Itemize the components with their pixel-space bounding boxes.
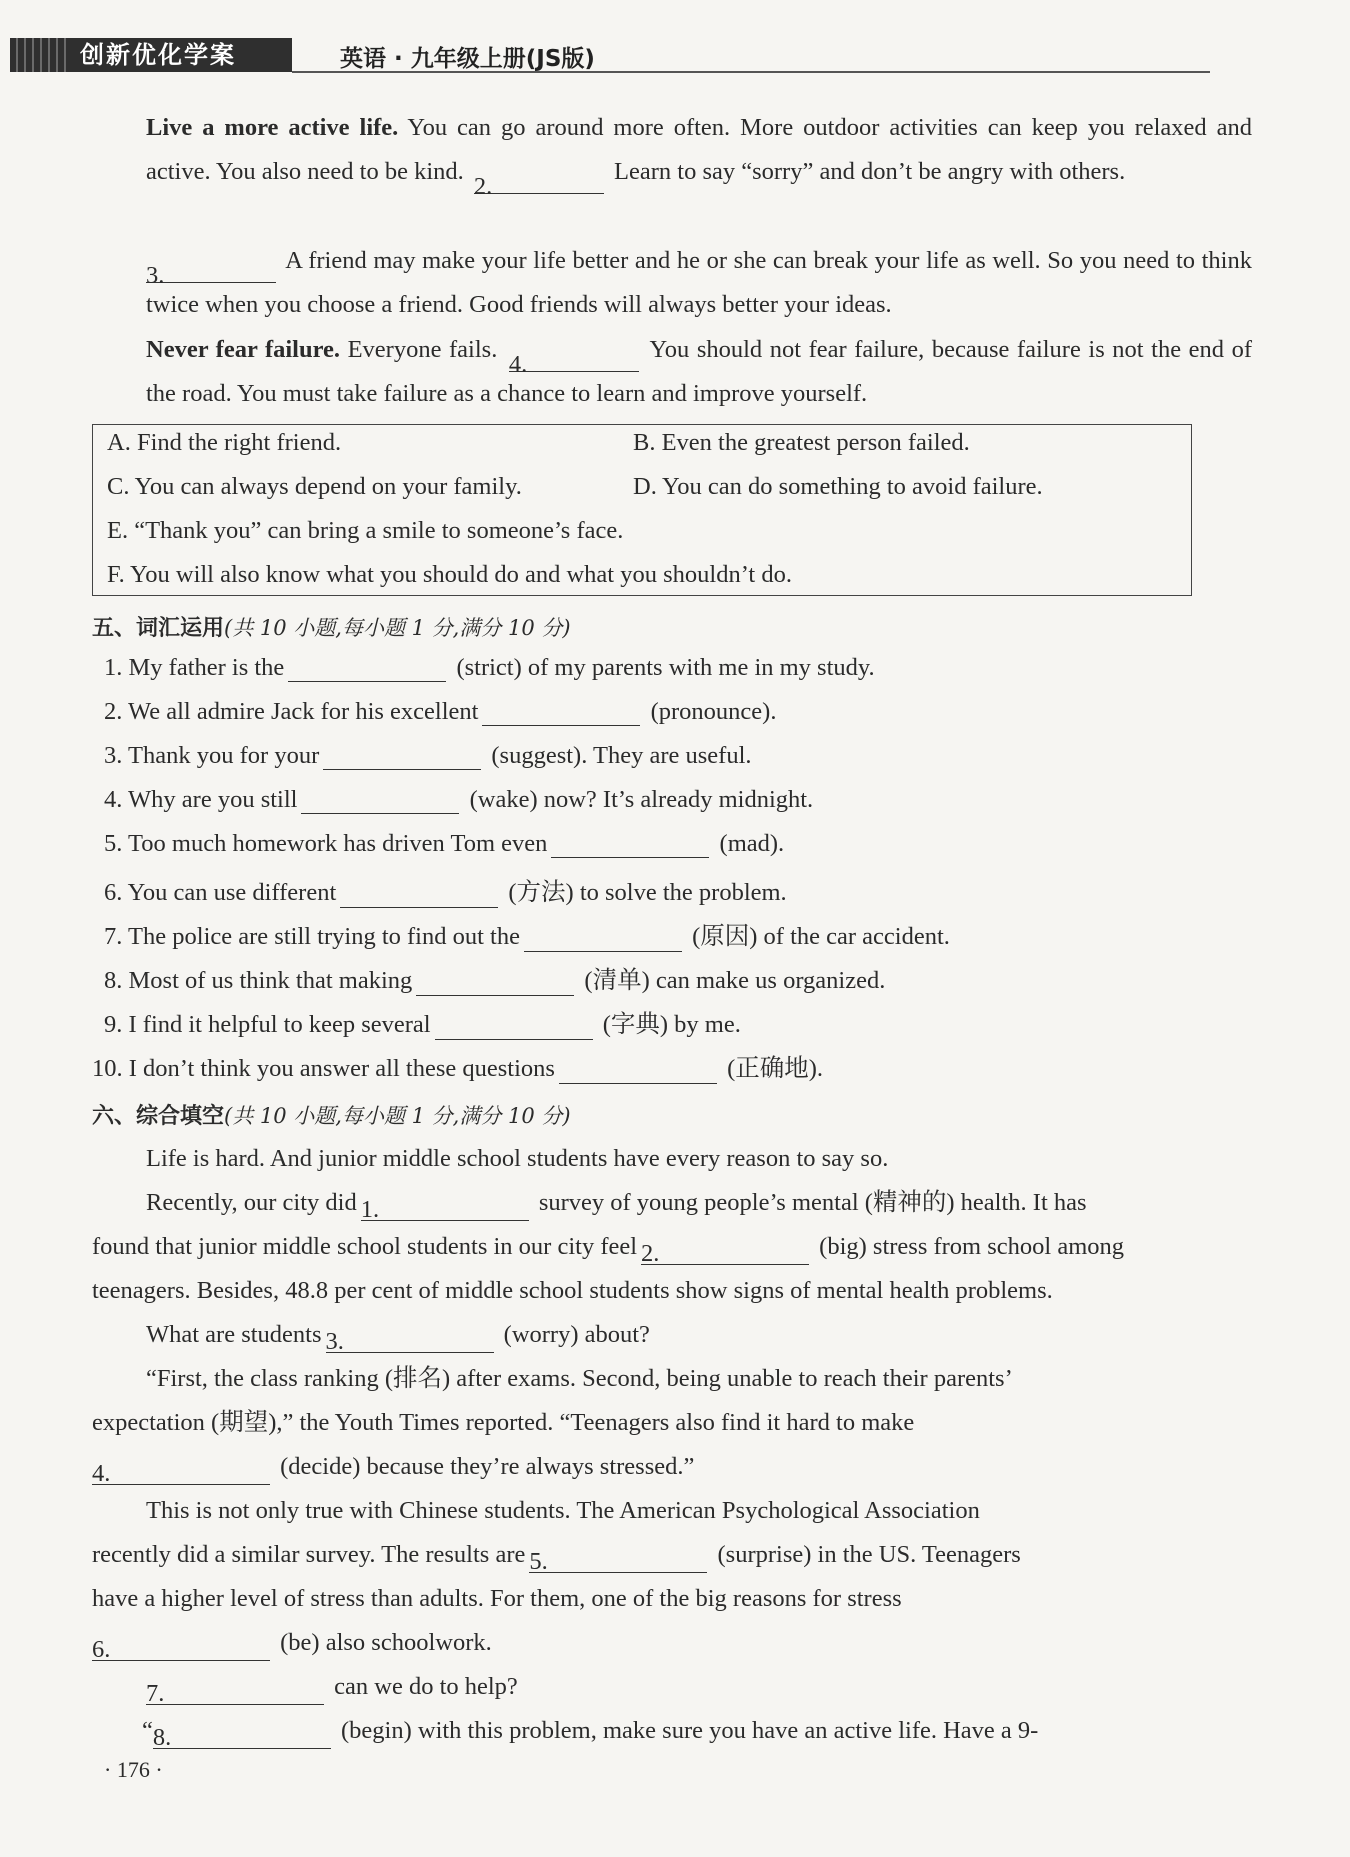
answer-blank[interactable] [435,1011,593,1040]
vocab-item-4 [104,785,813,814]
vocab-item-10 [92,1049,823,1084]
text: (strict) of my parents with me in my study. [456,654,875,681]
blank-6[interactable] [92,1632,270,1661]
text: 6. You can use different [104,879,337,906]
text: (worry) about? [503,1321,650,1348]
answer-blank[interactable] [416,967,574,996]
text: 4. Why are you still [104,786,298,813]
blank-number: 3. [325,1328,344,1355]
text: “ [142,1717,153,1744]
blank-number: 3. [146,262,165,289]
text: (be) also schoolwork. [280,1629,492,1656]
vocab-item-5 [104,829,784,858]
text: You should not fear failure, because failure is not the end of the road. You must take failure as a chance to learn and improve yourself. [146,336,1252,407]
text: 9. I find it helpful to keep several [104,1011,431,1038]
section-title-text: 五、词汇运用 [92,616,225,641]
section-instructions: (共 10 小题,每小题 1 分,满分 10 分) [224,616,571,640]
section-instructions: (共 10 小题,每小题 1 分,满分 10 分) [224,1104,571,1128]
cloze-line: teenagers. Besides, 48.8 per cent of middle school students show signs of mental health problems. [92,1277,1053,1304]
vocab-item-1 [104,653,875,682]
blank-2[interactable] [641,1236,809,1265]
page-header [10,30,1210,74]
answer-blank[interactable] [524,923,682,952]
section-5-title [92,611,571,642]
cloze-line [142,1713,1248,1749]
reading-paragraph-1 [92,106,1252,200]
blank-number: 5. [529,1548,548,1575]
text: survey of young people’s mental (精神的) health. It has [538,1189,1087,1216]
blank-3[interactable] [146,254,276,289]
vocab-item-2 [104,697,776,726]
blank-number: 2. [641,1240,660,1267]
option-c: C. You can always depend on your family. [107,473,522,500]
text: (清单) can make us organized. [584,967,886,994]
text: recently did a similar survey. The results are [92,1541,526,1568]
blank-number: 7. [146,1680,165,1707]
vocab-item-3 [104,741,752,770]
text: (mad). [719,830,785,857]
text: 1. My father is the [104,654,285,681]
brand-stripe-icon [10,38,70,72]
text: (suggest). They are useful. [491,742,752,769]
option-f: F. You will also know what you should do and what you shouldn’t do. [107,561,792,588]
cloze-line [92,1625,1198,1661]
blank-3[interactable] [326,1324,494,1353]
brand-logo [10,38,292,72]
cloze-line [92,1449,1198,1485]
answer-blank[interactable] [551,829,709,858]
text: (正确地). [727,1055,824,1082]
answer-blank[interactable] [288,653,446,682]
text: 5. Too much homework has driven Tom even [104,830,548,857]
cloze-line: Life is hard. And junior middle school students have every reason to say so. [146,1145,889,1172]
text: 2. We all admire Jack for his excellent [104,698,479,725]
text: A friend may make your life better and he or she can break your life as well. So you need to think twice when you choose a friend. Good friends will always better your ideas. [146,247,1252,318]
brand-text: 创新优化学案 [80,41,236,69]
option-b: B. Even the greatest person failed. [633,429,970,456]
answer-blank[interactable] [323,741,481,770]
text: (字典) by me. [602,1011,741,1038]
answer-blank[interactable] [301,785,459,814]
section-6-title [92,1099,571,1130]
text: 7. The police are still trying to find out the [104,923,520,950]
option-d: D. You can do something to avoid failure. [633,473,1043,500]
text: (wake) now? It’s already midnight. [469,786,814,813]
subject-title: 英语 · 九年级上册(JS版) [340,46,595,72]
blank-number: 2. [473,173,493,200]
section-title-text: 六、综合填空 [92,1104,225,1129]
text: can we do to help? [334,1673,518,1700]
text: found that junior middle school students in our city feel [92,1233,638,1260]
text: (原因) of the car accident. [692,923,950,950]
blank-7[interactable] [146,1676,324,1705]
cloze-line: have a higher level of stress than adults. For them, one of the big reasons for stress [92,1585,902,1612]
text: Learn to say “sorry” and don’t be angry with others. [607,158,1126,185]
cloze-line [92,1537,1198,1573]
text: 8. Most of us think that making [104,967,413,994]
cloze-line: This is not only true with Chinese students. The American Psychological Association [146,1497,980,1524]
heading-active-life: Live a more active life. [146,114,399,141]
blank-number: 4. [92,1460,111,1487]
text: Everyone fails. [340,336,505,363]
blank-5[interactable] [529,1544,707,1573]
header-rule [292,71,1210,73]
text: Recently, our city did [146,1189,357,1216]
page-number: · 176 · [104,1757,163,1782]
blank-number: 4. [508,351,528,378]
text: (begin) with this problem, make sure you have an active life. Have a 9- [341,1717,1039,1744]
options-box [92,424,1192,596]
blank-4[interactable] [508,343,639,378]
blank-number: 1. [360,1196,380,1223]
text: (surprise) in the US. Teenagers [717,1541,1021,1568]
blank-2[interactable] [473,165,604,200]
text: (pronounce). [650,698,777,725]
reading-paragraph-3 [92,328,1252,416]
blank-number: 8. [152,1724,172,1751]
vocab-item-8 [104,961,885,996]
cloze-line: expectation (期望),” the Youth Times reported. “Teenagers also find it hard to make [92,1409,915,1436]
text: You can go around more often. More outdoor activities can keep you relaxed and active. You also need to be kind. [146,114,1252,185]
text: What are students [146,1321,322,1348]
cloze-line [146,1317,1252,1353]
answer-blank[interactable] [482,697,640,726]
answer-blank[interactable] [340,879,498,908]
blank-8[interactable] [153,1720,331,1749]
blank-4[interactable] [92,1456,270,1485]
blank-1[interactable] [361,1192,529,1221]
cloze-line [146,1669,1252,1705]
cloze-line [146,1185,1252,1221]
answer-blank[interactable] [559,1055,717,1084]
vocab-item-6 [104,873,787,908]
reading-paragraph-2 [92,239,1252,327]
text: 10. I don’t think you answer all these questions [92,1055,555,1082]
vocab-item-9 [104,1005,741,1040]
text: (方法) to solve the problem. [508,879,787,906]
cloze-line [92,1229,1198,1265]
blank-number: 6. [92,1636,111,1663]
option-e: E. “Thank you” can bring a smile to someone’s face. [107,517,624,544]
text: (decide) because they’re always stressed.” [280,1453,695,1480]
text: (big) stress from school among [819,1233,1124,1260]
text: 3. Thank you for your [104,742,320,769]
cloze-line: “First, the class ranking (排名) after exams. Second, being unable to reach their parents’ [146,1365,1013,1392]
vocab-item-7 [104,917,950,952]
option-a: A. Find the right friend. [107,429,342,456]
heading-never-fear: Never fear failure. [146,336,341,363]
